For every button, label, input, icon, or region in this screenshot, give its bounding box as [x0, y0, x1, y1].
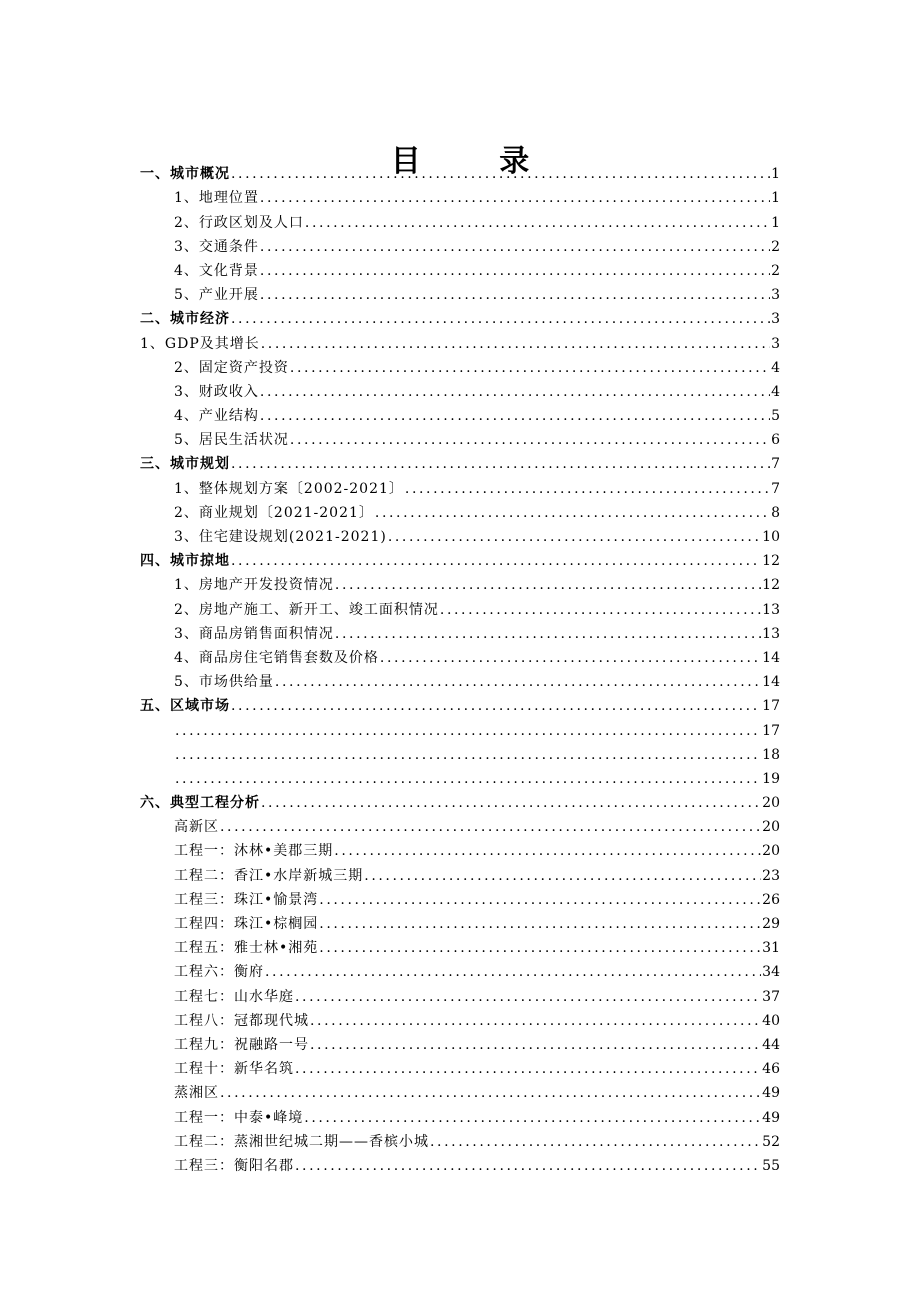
toc-entry-label: 工程四：珠江•棕榈园	[174, 916, 319, 932]
toc-entry-label: 1、GDP及其增长	[140, 335, 260, 352]
toc-entry-label: 工程二：香江•水岸新城三期	[174, 867, 364, 884]
toc-page-number: 12	[762, 577, 780, 594]
toc-section-entry[interactable]	[140, 1057, 780, 1081]
toc-section-entry[interactable]	[140, 404, 780, 428]
toc-entry-label: 工程十：新华名筑	[174, 1061, 294, 1078]
toc-dot-leader	[265, 960, 761, 984]
toc-page-number: 7	[771, 480, 780, 497]
toc-dot-leader	[260, 380, 770, 404]
toc-page-number: 1	[771, 166, 780, 183]
toc-entry-label: 5、产业开展	[174, 287, 259, 304]
toc-entry-label: 工程一：沐林•美郡三期	[174, 843, 334, 860]
toc-entry-label: 1、地理位置	[174, 190, 259, 207]
toc-dot-leader	[310, 1009, 761, 1033]
toc-section-entry[interactable]	[140, 1154, 780, 1178]
toc-section-entry[interactable]	[140, 331, 780, 355]
toc-dot-leader	[319, 936, 761, 960]
toc-section-entry[interactable]	[140, 1033, 780, 1057]
toc-section-entry[interactable]	[140, 283, 780, 307]
toc-page-number: 4	[771, 359, 780, 376]
toc-entry-label: 工程三：珠江•愉景湾	[174, 891, 319, 908]
toc-section-entry[interactable]	[140, 259, 780, 283]
toc-entry-label: 工程一：中泰•峰境	[174, 1109, 304, 1126]
toc-dot-leader	[260, 283, 770, 307]
toc-entry-label: 工程五：雅士林•湘苑	[174, 940, 319, 957]
toc-page-number: 3	[771, 335, 780, 352]
toc-dot-leader	[231, 162, 770, 186]
toc-page-number: 2	[771, 262, 780, 279]
toc-entry-label: 工程七：山水华庭	[174, 988, 294, 1005]
toc-entry-label: 4、产业结构	[174, 408, 259, 425]
toc-entry-label: 2、商业规划〔2021-2021〕	[174, 504, 374, 521]
toc-page-number: 49	[762, 1109, 780, 1126]
toc-page-number: 19	[762, 770, 780, 787]
toc-section-entry[interactable]	[140, 839, 780, 863]
toc-dot-leader	[220, 1081, 761, 1105]
toc-dot-leader	[310, 1033, 761, 1057]
toc-section-entry[interactable]	[140, 428, 780, 452]
toc-dot-leader	[260, 404, 770, 428]
toc-section-entry[interactable]	[140, 1105, 780, 1129]
toc-section-entry[interactable]	[140, 501, 780, 525]
toc-section-entry[interactable]	[140, 670, 780, 694]
toc-page-number: 13	[762, 625, 780, 642]
toc-page-number: 14	[762, 674, 780, 691]
toc-dot-leader	[440, 598, 761, 622]
toc-dot-leader	[295, 985, 761, 1009]
toc-dot-leader	[260, 235, 770, 259]
toc-entry-label: 五、区域市场	[140, 698, 230, 715]
toc-page-number: 20	[762, 795, 780, 812]
toc-section-entry[interactable]	[140, 210, 780, 234]
toc-section-entry[interactable]	[140, 186, 780, 210]
toc-dot-leader	[231, 694, 761, 718]
toc-page-number: 46	[762, 1061, 780, 1078]
toc-entry-label: 工程八：冠都现代城	[174, 1012, 309, 1029]
toc-page-number: 31	[762, 940, 780, 957]
toc-dot-leader	[380, 646, 761, 670]
toc-page-number: 20	[762, 843, 780, 860]
toc-section-entry[interactable]	[140, 476, 780, 500]
toc-page-number: 26	[762, 891, 780, 908]
toc-entry-label: 工程六：衡府	[174, 964, 264, 981]
toc-entry-label: 六、典型工程分析	[140, 795, 260, 812]
toc-chapter-entry[interactable]	[140, 549, 780, 573]
toc-section-entry[interactable]	[140, 863, 780, 887]
toc-entry-label: 工程三：衡阳名郡	[174, 1157, 294, 1174]
toc-chapter-entry[interactable]	[140, 791, 780, 815]
toc-page-number: 3	[771, 311, 780, 328]
toc-section-entry[interactable]	[140, 888, 780, 912]
toc-dot-leader	[364, 864, 761, 888]
toc-page-number: 10	[762, 529, 780, 545]
toc-entry-label: 高新区	[174, 819, 219, 836]
toc-section-entry[interactable]	[140, 380, 780, 404]
toc-dot-leader	[290, 356, 770, 380]
toc-page-number: 29	[762, 916, 780, 932]
toc-dot-leader	[231, 307, 770, 331]
toc-entry-label: 3、住宅建设规划(2021-2021)	[174, 529, 387, 545]
toc-page-number: 3	[771, 287, 780, 304]
toc-section-entry[interactable]	[140, 1130, 780, 1154]
toc-dot-leader	[231, 549, 761, 573]
toc-page-number: 37	[762, 988, 780, 1005]
toc-section-entry[interactable]	[140, 573, 780, 597]
toc-entry-label: 四、城市掠地	[140, 553, 230, 570]
toc-dot-leader	[220, 815, 761, 839]
toc-entry-label: 3、交通条件	[174, 238, 259, 255]
toc-section-entry[interactable]	[140, 622, 780, 646]
toc-section-entry[interactable]	[140, 356, 780, 380]
toc-entry-label: 3、财政收入	[174, 383, 259, 400]
toc-dot-leader	[335, 622, 761, 646]
toc-entry-label: 2、房地产施工、新开工、竣工面积情况	[174, 601, 439, 618]
toc-page-number: 49	[762, 1085, 780, 1102]
toc-page-number: 13	[762, 601, 780, 618]
toc-entry-label: 三、城市规划	[140, 456, 230, 473]
toc-entry-label: 一、城市概况	[140, 166, 230, 183]
toc-page-number: 20	[762, 819, 780, 836]
toc-page-number: 17	[762, 698, 780, 715]
toc-page-number: 17	[762, 722, 780, 739]
toc-section-entry[interactable]	[140, 743, 780, 767]
toc-entry-label: 1、整体规划方案〔2002-2021〕	[174, 480, 404, 497]
toc-dot-leader	[261, 791, 761, 815]
toc-chapter-entry[interactable]	[140, 307, 780, 331]
toc-entry-label: 2、行政区划及人口	[174, 214, 304, 231]
toc-entry-label: 1、房地产开发投资情况	[174, 577, 334, 594]
toc-entry-label: 2、固定资产投资	[174, 359, 289, 376]
toc-section-entry[interactable]	[140, 525, 780, 549]
toc-chapter-entry[interactable]	[140, 694, 780, 718]
toc-page-number: 1	[771, 214, 780, 231]
toc-page-number: 6	[771, 432, 780, 449]
toc-section-entry[interactable]	[140, 1009, 780, 1033]
toc-section-entry[interactable]	[140, 1081, 780, 1105]
toc-section-entry[interactable]	[140, 936, 780, 960]
toc-entry-label: 4、文化背景	[174, 262, 259, 279]
toc-page-number: 44	[762, 1036, 780, 1053]
toc-dot-leader	[334, 839, 761, 863]
toc-dot-leader	[335, 573, 761, 597]
page-title: 目 录	[390, 144, 564, 180]
toc-section-entry[interactable]	[140, 960, 780, 984]
toc-page-number: 18	[762, 746, 780, 763]
toc-dot-leader	[405, 477, 770, 501]
toc-section-entry[interactable]	[140, 597, 780, 621]
toc-dot-leader	[295, 1057, 761, 1081]
toc-entry-label: 蒸湘区	[174, 1085, 219, 1102]
toc-dot-leader	[260, 259, 770, 283]
toc-section-entry[interactable]	[140, 646, 780, 670]
toc-entry-label: 4、商品房住宅销售套数及价格	[174, 649, 379, 666]
toc-page-number: 52	[762, 1133, 780, 1150]
toc-dot-leader	[175, 767, 761, 791]
toc-entry-label: 5、居民生活状况	[174, 432, 289, 449]
toc-dot-leader	[319, 888, 761, 912]
toc-section-entry[interactable]	[140, 984, 780, 1008]
table-of-contents	[140, 162, 780, 1178]
toc-section-entry[interactable]	[140, 912, 780, 936]
toc-entry-label: 工程二：蒸湘世纪城二期——香槟小城	[174, 1133, 429, 1150]
toc-dot-leader	[175, 719, 761, 743]
toc-dot-leader	[388, 525, 761, 549]
toc-dot-leader	[430, 1130, 761, 1154]
toc-chapter-entry[interactable]	[140, 452, 780, 476]
toc-dot-leader	[304, 1106, 761, 1130]
toc-section-entry[interactable]	[140, 767, 780, 791]
toc-page-number: 7	[771, 456, 780, 473]
toc-page-number: 14	[762, 649, 780, 666]
toc-dot-leader	[319, 912, 761, 936]
toc-page-number: 23	[762, 867, 780, 884]
toc-page-number: 5	[771, 408, 780, 425]
toc-page-number: 12	[762, 553, 780, 570]
toc-dot-leader	[295, 1154, 761, 1178]
toc-dot-leader	[290, 428, 770, 452]
toc-section-entry[interactable]	[140, 815, 780, 839]
toc-section-entry[interactable]	[140, 718, 780, 742]
toc-dot-leader	[275, 670, 761, 694]
toc-section-entry[interactable]	[140, 235, 780, 259]
toc-dot-leader	[375, 501, 770, 525]
toc-page-number: 40	[762, 1012, 780, 1029]
toc-entry-label: 5、市场供给量	[174, 674, 274, 691]
toc-page-number: 4	[771, 383, 780, 400]
toc-page-number: 8	[771, 504, 780, 521]
toc-entry-label: 二、城市经济	[140, 311, 230, 328]
toc-page-number: 1	[771, 190, 780, 207]
toc-dot-leader	[175, 743, 761, 767]
toc-dot-leader	[261, 332, 770, 356]
toc-dot-leader	[231, 452, 770, 476]
toc-dot-leader	[305, 211, 770, 235]
toc-chapter-entry[interactable]	[140, 162, 780, 186]
toc-page-number: 2	[771, 238, 780, 255]
toc-entry-label: 3、商品房销售面积情况	[174, 625, 334, 642]
toc-dot-leader	[260, 186, 770, 210]
toc-entry-label: 工程九：祝融路一号	[174, 1036, 309, 1053]
toc-page-number: 55	[762, 1157, 780, 1174]
toc-page-number: 34	[762, 964, 780, 981]
